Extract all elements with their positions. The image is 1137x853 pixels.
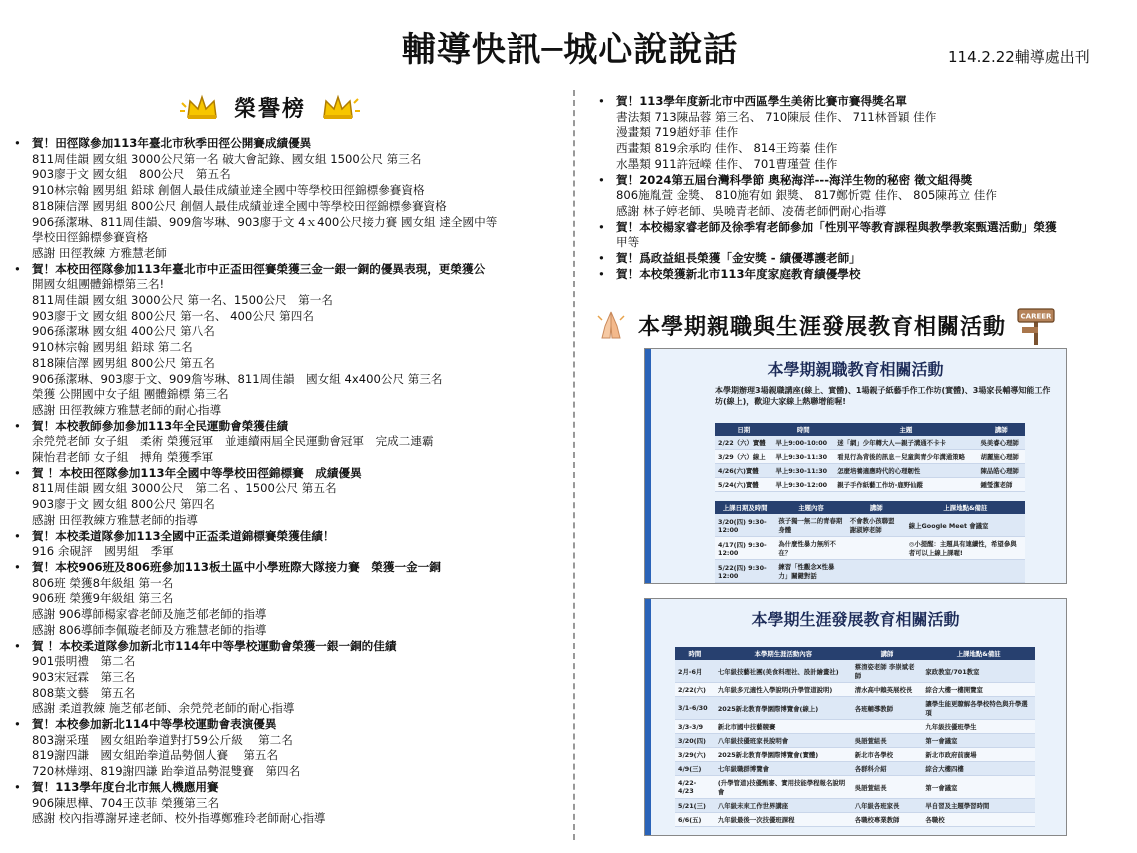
- table-row: [715, 450, 1025, 464]
- table-row: [675, 799, 1035, 813]
- honor-item: [596, 220, 1116, 251]
- page-title: 輔導快訊─城心說說話: [401, 30, 739, 70]
- table-cell: [906, 560, 1025, 583]
- honor-item-headline: 賀！2024第五屆台灣科學節 奧秘海洋---海洋生物的秘密 徵文組得獎: [616, 172, 973, 187]
- honor-item-headline: 賀！本校906班及806班參加113板土區中小學班際大隊接力賽 榮獲一金一銅: [32, 559, 441, 574]
- honor-item-detail: 榮獲 公開國中女子組 團體錦標 第三名: [32, 387, 229, 402]
- card-accent-bar: [645, 599, 651, 835]
- table-cell: 早上9:00-10:00: [772, 436, 834, 450]
- honor-item-detail: 906班 榮獲9年級組 第三名: [32, 591, 174, 606]
- honor-item-detail: 感謝 田徑教練方雅慧老師的指導: [32, 512, 198, 527]
- table-cell: [847, 537, 906, 560]
- table-header-cell: 本學期生涯活動內容: [715, 647, 852, 660]
- activities-title: 本學期親職與生涯發展教育相關活動: [638, 314, 1007, 340]
- table-cell: 第一會議室: [922, 734, 1035, 748]
- honor-item-detail: 901張明禮 第二名: [32, 654, 136, 669]
- praying-hands-icon: [594, 308, 628, 342]
- table-cell: 家政教室/701教室: [922, 660, 1035, 683]
- activities-heading: [594, 305, 1056, 345]
- table-cell: 5/21(三): [675, 799, 715, 813]
- honor-item: [12, 466, 557, 529]
- honor-item-detail: 感謝 田徑教練 方雅慧老師: [32, 245, 167, 260]
- table-cell: ◎小提醒：主題具有連續性，希望參與者可以上線上課喔!: [906, 537, 1025, 560]
- card-title: 本學期親職教育相關活動: [767, 360, 944, 379]
- table-cell: 七年級職群博覽會: [715, 762, 852, 776]
- table-cell: 早上9:30-12:00: [772, 478, 834, 492]
- career-table: [675, 647, 1035, 827]
- table-cell: 4/17(四) 9:30-12:00: [715, 537, 775, 560]
- table-row: [675, 734, 1035, 748]
- table-cell: [847, 560, 906, 583]
- activity-table: [715, 423, 1025, 492]
- card-accent-bar: [645, 349, 651, 583]
- honor-item-headline: 賀 ！本校柔道隊參加新北市114年中等學校運動會榮獲一銀一銅的佳績: [32, 638, 397, 653]
- honor-item: [12, 639, 557, 718]
- table-row: [715, 560, 1025, 583]
- table-cell: 九年級最後一次技優班課程: [715, 813, 852, 827]
- table-header-cell: 上課地點&備註: [906, 501, 1025, 514]
- honor-item-detail: 感謝 校內指導謝昇達老師、校外指導鄭雅玲老師耐心指導: [32, 811, 326, 826]
- honor-item-detail: 818陳信澤 國男組 800公尺 第五名: [32, 355, 215, 370]
- table-row: [675, 697, 1035, 720]
- table-cell: 七年級技藝社團(美食料理社、設計繪畫社): [715, 660, 852, 683]
- table-cell: 線上Google Meet 會議室: [906, 514, 1025, 537]
- bullet-marker: •: [14, 559, 21, 574]
- honor-item-detail: 感謝 田徑教練方雅慧老師的耐心指導: [32, 402, 222, 417]
- honor-item-headline: 賀！本校田徑隊參加113年臺北市中正盃田徑賽榮獲三金一銀一銅的優異表現，更榮獲公: [32, 261, 486, 276]
- bullet-marker: •: [598, 172, 605, 187]
- honor-item-detail: 學校田徑錦標參賽資格: [32, 230, 148, 245]
- table-cell: 八年級各班家長: [852, 799, 923, 813]
- table-cell: 八年級技優班家長說明會: [715, 734, 852, 748]
- table-row: [675, 762, 1035, 776]
- bullet-marker: •: [14, 717, 21, 732]
- activity-table: [675, 647, 1035, 827]
- honor-item: [596, 251, 1116, 267]
- table-cell: 2025新北教育學園際博覽會(實體): [715, 748, 852, 762]
- table-cell: 早自習及主題學習時間: [922, 799, 1035, 813]
- crown-icon: [316, 93, 360, 121]
- honor-item-detail: 903廖于文 國女組 800公尺 第四名: [32, 497, 215, 512]
- honor-item: [596, 94, 1116, 173]
- honor-item-detail: 書法類 713陳品蓉 第三名、 710陳辰 佳作、 711林晉穎 佳作: [616, 109, 937, 124]
- table-row: [675, 776, 1035, 799]
- honor-item-detail: 811周佳韻 國女組 3000公尺 第二名 、1500公尺 第五名: [32, 481, 337, 496]
- table-cell: 第一會議室: [922, 776, 1035, 799]
- table-cell: 蔡淯姿老師 李崇斌老師: [852, 660, 923, 683]
- table-cell: 怎麼培養適應時代的心理韌性: [834, 464, 977, 478]
- career-signpost-icon: [1016, 305, 1056, 345]
- honor-item-detail: 903廖于文 國女組 800公尺 第一名、 400公尺 第四名: [32, 308, 314, 323]
- honor-item-headline: 賀！113學年度台北市無人機應用賽: [32, 779, 219, 794]
- honor-label: 榮譽榜: [234, 96, 307, 122]
- table-cell: 早上9:30-11:30: [772, 464, 834, 478]
- table-cell: 為什麼性暴力無所不在？: [775, 537, 846, 560]
- honor-item: [12, 780, 557, 827]
- table-row: [675, 683, 1035, 697]
- table-row: [675, 813, 1035, 827]
- honor-item-detail: 感謝 806導師李佩璇老師及方雅慧老師的指導: [32, 622, 267, 637]
- table-cell: 各職校專業教師: [852, 813, 923, 827]
- honor-item-detail: 910林宗翰 國男組 鉛球 第二名: [32, 340, 193, 355]
- honor-item-headline: 賀！本校楊家睿老師及徐季宥老師參加「性別平等教育課程與教學教案甄選活動」榮獲: [616, 219, 1057, 234]
- honor-item-detail: 910林宗翰 國男組 鉛球 創個人最佳成績並達全國中等學校田徑錦標參賽資格: [32, 183, 425, 198]
- table-cell: 3/1-6/30: [675, 697, 715, 720]
- honor-item-detail: 漫畫類 719趙妤菲 佳作: [616, 125, 739, 140]
- table-cell: 各班輔導教師: [852, 697, 923, 720]
- honor-item-detail: 903宋冠霖 第三名: [32, 669, 136, 684]
- honor-item: [12, 717, 557, 780]
- card-title: 本學期生涯發展教育相關活動: [751, 610, 960, 629]
- honor-item: [12, 560, 557, 639]
- card-note: 本學期辦理3場親職講座(線上、實體)、1場親子紙藝手作工作坊(實體)、3場家長輔導知能工作坊(線上)，歡迎大家線上熱聯增能喔!: [715, 386, 1051, 406]
- career-activities-card: [644, 598, 1067, 836]
- table-cell: 吳美睿心理師: [977, 436, 1025, 450]
- table-header-cell: 主題: [834, 423, 977, 436]
- table-cell: 3/3-3/9: [675, 720, 715, 734]
- honor-heading: [180, 90, 360, 124]
- table-header-cell: 時間: [772, 423, 834, 436]
- honor-item-headline: 賀！本校榮獲新北市113年度家庭教育績優學校: [616, 266, 861, 281]
- honor-item-headline: 賀！爲政益組長榮獲「金安獎 - 績優導護老師」: [616, 251, 861, 266]
- table-cell: 2/22(六): [675, 683, 715, 697]
- bullet-marker: •: [14, 779, 21, 794]
- honor-item-detail: 感謝 柔道教練 施芝郁老師、余焭焭老師的耐心指導: [32, 701, 295, 716]
- table-header-cell: 主題內容: [775, 501, 846, 514]
- table-row: [715, 514, 1025, 537]
- table-cell: 3/20(四): [675, 734, 715, 748]
- bullet-marker: •: [598, 251, 605, 266]
- table-cell: 胡麗施心理師: [977, 450, 1025, 464]
- table-row: [715, 464, 1025, 478]
- honor-item-headline: 賀！本校柔道隊參加113全國中正盃柔道錦標賽榮獲佳績！: [32, 528, 335, 543]
- honor-item-detail: 806施胤萱 金獎、 810施宥如 銀獎、 817鄭忻霓 佳作、 805陳苒立 佳作: [616, 188, 997, 203]
- table-cell: 各群科介紹: [852, 762, 923, 776]
- table-cell: 早上9:30-11:30: [772, 450, 834, 464]
- honor-item: [12, 529, 557, 560]
- table-cell: 3/20(四) 9:30-12:00: [715, 514, 775, 537]
- table-row: [715, 537, 1025, 560]
- honor-item-headline: 賀！113學年度新北市中西區學生美術比賽市賽得獎名單: [616, 94, 907, 108]
- column-divider: [573, 90, 575, 840]
- honor-item-detail: 811周佳韻 國女組 3000公尺 第一名、1500公尺 第一名: [32, 293, 333, 308]
- table-cell: 九年級技優班學生: [922, 720, 1035, 734]
- honor-item-headline: 賀！田徑隊參加113年臺北市秋季田徑公開賽成績優異: [32, 136, 312, 150]
- honor-item: [12, 262, 557, 419]
- table-cell: 3/29（六）線上: [715, 450, 772, 464]
- publish-date: 114.2.22輔導處出刊: [948, 48, 1090, 66]
- honor-item: [12, 419, 557, 466]
- honor-item-detail: 水墨類 911許冠嶸 佳作、 701曹瑾萱 佳作: [616, 156, 838, 171]
- table-cell: 不會教小孩聯盟 謝淑婷老師: [847, 514, 906, 537]
- honor-item: [12, 136, 557, 262]
- honor-item-detail: 906孫潔琳、811周佳韻、909詹岑琳、903廖于文 4ｘ400公尺接力賽 國女組 達全國中等: [32, 214, 498, 229]
- table-cell: 孩子獨一無二的青春期身體: [775, 514, 846, 537]
- table-cell: 綜合大樓四樓: [922, 762, 1035, 776]
- table-header-cell: 上課日期及時間: [715, 501, 775, 514]
- table-cell: 吳語萱組長: [852, 734, 923, 748]
- bullet-marker: •: [14, 261, 21, 276]
- bullet-marker: •: [14, 638, 21, 653]
- honor-item-headline: 賀！本校參加新北114中等學校運動會表演優異: [32, 717, 277, 732]
- table-cell: 4/22-4/23: [675, 776, 715, 799]
- parenting-table: [715, 423, 1025, 492]
- honor-item-detail: 916 余硯評 國男組 季軍: [32, 544, 174, 559]
- honor-item: [596, 267, 1116, 283]
- table-header-cell: 日期: [715, 423, 772, 436]
- honor-item-detail: 感謝 林子婷老師、吳曉青老師、凌蒨老師們耐心指導: [616, 203, 887, 218]
- table-cell: (升學管道)技優甄審、實用技能學程報名說明會: [715, 776, 852, 799]
- table-row: [675, 660, 1035, 683]
- honor-item-detail: 感謝 906導師楊家睿老師及施芝郁老師的指導: [32, 607, 267, 622]
- honor-list-right: [596, 94, 1116, 282]
- honor-item-detail: 陳怡君老師 女子組 搏角 榮獲季軍: [32, 450, 214, 465]
- table-cell: 2/22（六）實體: [715, 436, 772, 450]
- table-cell: 陳品皓心理師: [977, 464, 1025, 478]
- crown-icon: [180, 93, 224, 121]
- table-cell: 各職校: [922, 813, 1035, 827]
- table-cell: 看見行為背後的訊息－兒童與青少年溝通策略: [834, 450, 977, 464]
- honor-list-left: [12, 136, 557, 827]
- table-cell: 清水高中賴英展校長: [852, 683, 923, 697]
- table-cell: 練習「性觀念X性暴力」關鍵對話: [775, 560, 846, 583]
- table-cell: 讓學生能更瞭解各學校特色與升學選項: [922, 697, 1035, 720]
- honor-item-detail: 720林燁翊、819謝四謙 跆拳道品勢混雙賽 第四名: [32, 764, 301, 779]
- bullet-marker: •: [14, 528, 21, 543]
- honor-item-detail: 808葉文藝 第五名: [32, 685, 136, 700]
- bullet-marker: •: [14, 136, 21, 150]
- table-cell: 新北市政府前廣場: [922, 748, 1035, 762]
- honor-item-detail: 811周佳韻 國女組 3000公尺第一名 破大會記錄、國女組 1500公尺 第三名: [32, 151, 422, 166]
- table-header-cell: 講師: [977, 423, 1025, 436]
- bullet-marker: •: [14, 465, 21, 480]
- honor-item-detail: 余焭焭老師 女子組 柔術 榮獲冠軍 並連續兩屆全民運動會冠軍 完成二連霸: [32, 434, 434, 449]
- parenting-activities-card: [644, 348, 1067, 584]
- table-cell: 2025新北教育學園際博覽會(線上): [715, 697, 852, 720]
- honor-item-detail: 806班 榮獲8年級組 第一名: [32, 575, 174, 590]
- honor-item-detail: 819謝四謙 國女組跆拳道品勢個人賽 第五名: [32, 748, 279, 763]
- table-row: [715, 436, 1025, 450]
- honor-item: [596, 173, 1116, 220]
- honor-item-detail: 甲等: [616, 235, 640, 250]
- table-header-cell: 時間: [675, 647, 715, 660]
- signpost-label: CAREER: [1020, 312, 1052, 321]
- table-cell: 九年級多元適性入學說明(升學管道說明): [715, 683, 852, 697]
- table-row: [675, 720, 1035, 734]
- honor-item-detail: 818陳信澤 國男組 800公尺 創個人最佳成績並達全國中等學校田徑錦標參賽資格: [32, 198, 447, 213]
- table-cell: 6/6(五): [675, 813, 715, 827]
- table-header-cell: 講師: [847, 501, 906, 514]
- table-cell: 迷「網」少年轉大人—親子溝通不卡卡: [834, 436, 977, 450]
- honor-item-detail: 903廖于文 國女組 800公尺 第五名: [32, 167, 231, 182]
- table-cell: 2月-6月: [675, 660, 715, 683]
- activity-table: [715, 501, 1025, 583]
- table-header-cell: 講師: [852, 647, 923, 660]
- bullet-marker: •: [598, 94, 605, 108]
- table-cell: 5/24(六)實體: [715, 478, 772, 492]
- honor-item-detail: 906孫潔琳、903廖于文、909詹岑琳、811周佳韻 國女組 4x400公尺 第三名: [32, 371, 443, 386]
- table-cell: [852, 720, 923, 734]
- table-row: [675, 748, 1035, 762]
- honor-item-headline: 賀！本校教師參加參加113年全民運動會榮獲佳績: [32, 418, 289, 433]
- table-header-cell: 上課地點&備註: [922, 647, 1035, 660]
- bullet-marker: •: [14, 418, 21, 433]
- table-cell: 3/29(六): [675, 748, 715, 762]
- honor-item-detail: 906陳思樺、704王苡菲 榮獲第三名: [32, 795, 220, 810]
- table-cell: 吳語萱組長: [852, 776, 923, 799]
- table-row: [715, 478, 1025, 492]
- table-cell: 八年級未來工作世界講座: [715, 799, 852, 813]
- table-cell: 5/22(四) 9:30-12:00: [715, 560, 775, 583]
- table-cell: 綜合大樓一樓開覽室: [922, 683, 1035, 697]
- honor-item-headline: 賀 ！本校田徑隊參加113年全國中等學校田徑錦標賽 成績優異: [32, 465, 362, 480]
- sex-education-table: [715, 501, 1025, 583]
- bullet-marker: •: [598, 219, 605, 234]
- bullet-marker: •: [598, 266, 605, 281]
- table-cell: 親子手作紙藝工作坊-鹿野仙蹤: [834, 478, 977, 492]
- honor-item-detail: 開國女組團體錦標第三名!: [32, 277, 165, 292]
- honor-item-detail: 803謝采瑾 國女組跆拳道對打59公斤級 第二名: [32, 732, 293, 747]
- table-cell: 鍾瑩潔老師: [977, 478, 1025, 492]
- table-cell: 新北市國中技藝競賽: [715, 720, 852, 734]
- table-cell: 4/9(三): [675, 762, 715, 776]
- honor-item-detail: 906孫潔琳 國女組 400公尺 第八名: [32, 324, 215, 339]
- table-cell: 新北市各學校: [852, 748, 923, 762]
- table-cell: 4/26(六)實體: [715, 464, 772, 478]
- honor-item-detail: 西畫類 819余承昀 佳作、 814王筠蓁 佳作: [616, 141, 838, 156]
